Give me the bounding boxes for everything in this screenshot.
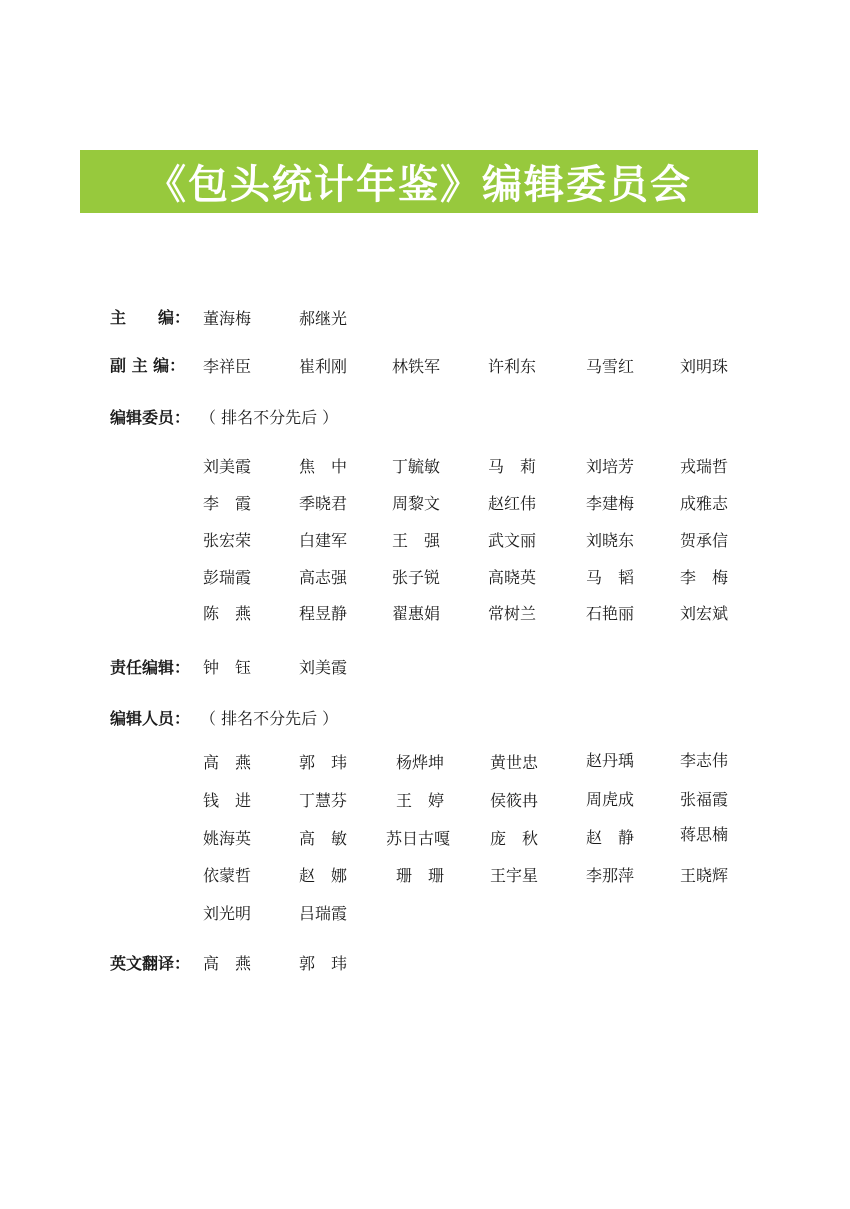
editorial-staff-name: 高 敏 xyxy=(299,829,348,848)
editorial-staff-name: 张福霞 xyxy=(680,790,729,809)
committee-member-name: 王 强 xyxy=(392,531,441,550)
committee-member-name: 武文丽 xyxy=(488,531,537,550)
editorial-staff-name: 庞 秋 xyxy=(490,829,539,848)
deputy-chief-editor-name: 林铁军 xyxy=(392,357,441,376)
committee-member-name: 丁毓敏 xyxy=(392,457,441,476)
committee-member-name: 李建梅 xyxy=(586,494,635,513)
committee-member-name: 白建军 xyxy=(299,531,348,550)
committee-member-name: 戎瑞哲 xyxy=(680,457,729,476)
editorial-staff-name: 王宇星 xyxy=(490,866,539,885)
committee-member-name: 翟惠娟 xyxy=(392,604,441,623)
editorial-staff-name: 高 燕 xyxy=(203,753,252,772)
committee-member-name: 常树兰 xyxy=(488,604,537,623)
deputy-chief-editor-name: 许利东 xyxy=(488,357,537,376)
committee-member-name: 焦 中 xyxy=(299,457,348,476)
editorial-staff-name: 赵 娜 xyxy=(299,866,348,885)
committee-member-name: 成雅志 xyxy=(680,494,729,513)
committee-member-name: 马 莉 xyxy=(488,457,537,476)
editorial-staff-name: 李那萍 xyxy=(586,866,635,885)
chief-editor-name: 董海梅 xyxy=(203,309,252,328)
editorial-staff-name: 李志伟 xyxy=(680,751,729,770)
committee-member-name: 高志强 xyxy=(299,568,348,587)
editorial-staff-name: 丁慧芬 xyxy=(299,791,348,810)
deputy-chief-editor-name: 马雪红 xyxy=(586,357,635,376)
deputy-chief-editor-name: 刘明珠 xyxy=(680,357,729,376)
title-banner xyxy=(80,150,758,213)
editorial-staff-label: 编辑人员： xyxy=(110,709,191,728)
committee-member-name: 贺承信 xyxy=(680,531,729,550)
deputy-chief-editor-name: 李祥臣 xyxy=(203,357,252,376)
editorial-staff-name: 刘光明 xyxy=(203,904,252,923)
committee-member-name: 高晓英 xyxy=(488,568,537,587)
committee-member-name: 石艳丽 xyxy=(586,604,635,623)
committee-member-name: 季晓君 xyxy=(299,494,348,513)
editorial-staff-name: 吕瑞霞 xyxy=(299,904,348,923)
committee-member-name: 彭瑞霞 xyxy=(203,568,252,587)
chief-editor-name: 郝继光 xyxy=(299,309,348,328)
responsible-editor-name: 钟 钰 xyxy=(203,658,252,677)
committee-members-label: 编辑委员： xyxy=(110,408,191,427)
editorial-staff-name: 王晓辉 xyxy=(680,866,729,885)
editorial-staff-note: （ 排名不分先后 ） xyxy=(200,709,339,728)
committee-member-name: 马 韬 xyxy=(586,568,635,587)
english-translator-name: 高 燕 xyxy=(203,954,252,973)
deputy-chief-editor-label: 副 主 编： xyxy=(110,356,186,375)
editorial-staff-name: 杨烨坤 xyxy=(396,753,445,772)
editorial-staff-name: 蒋思楠 xyxy=(680,825,729,844)
editorial-staff-name: 依蒙哲 xyxy=(203,866,252,885)
english-translator-name: 郭 玮 xyxy=(299,954,348,973)
committee-member-name: 刘晓东 xyxy=(586,531,635,550)
editorial-staff-name: 珊 珊 xyxy=(396,866,445,885)
editorial-staff-name: 周虎成 xyxy=(586,790,635,809)
editorial-staff-name: 黄世忠 xyxy=(490,753,539,772)
editorial-staff-name: 钱 进 xyxy=(203,791,252,810)
editorial-staff-name: 姚海英 xyxy=(203,829,252,848)
page-title: 《包头统计年鉴》编辑委员会 xyxy=(146,161,692,208)
deputy-chief-editor-name: 崔利刚 xyxy=(299,357,348,376)
editorial-staff-name: 王 婷 xyxy=(396,791,445,810)
editorial-staff-name: 赵丹瑀 xyxy=(586,751,635,770)
english-translation-label: 英文翻译： xyxy=(110,954,191,973)
committee-member-name: 周黎文 xyxy=(392,494,441,513)
committee-member-name: 李 梅 xyxy=(680,568,729,587)
editorial-staff-name: 苏日古嘎 xyxy=(386,829,451,848)
chief-editor-label: 主 编： xyxy=(110,308,191,327)
editorial-staff-name: 郭 玮 xyxy=(299,753,348,772)
editorial-staff-name: 侯筱冉 xyxy=(490,791,539,810)
committee-member-name: 刘美霞 xyxy=(203,457,252,476)
committee-member-name: 赵红伟 xyxy=(488,494,537,513)
committee-member-name: 程昱静 xyxy=(299,604,348,623)
committee-members-note: （ 排名不分先后 ） xyxy=(200,408,339,427)
responsible-editors-label: 责任编辑： xyxy=(110,658,191,677)
committee-member-name: 刘培芳 xyxy=(586,457,635,476)
committee-member-name: 张宏荣 xyxy=(203,531,252,550)
committee-member-name: 张子锐 xyxy=(392,568,441,587)
editorial-staff-name: 赵 静 xyxy=(586,828,635,847)
committee-member-name: 李 霞 xyxy=(203,494,252,513)
committee-member-name: 陈 燕 xyxy=(203,604,252,623)
committee-member-name: 刘宏斌 xyxy=(680,604,729,623)
responsible-editor-name: 刘美霞 xyxy=(299,658,348,677)
